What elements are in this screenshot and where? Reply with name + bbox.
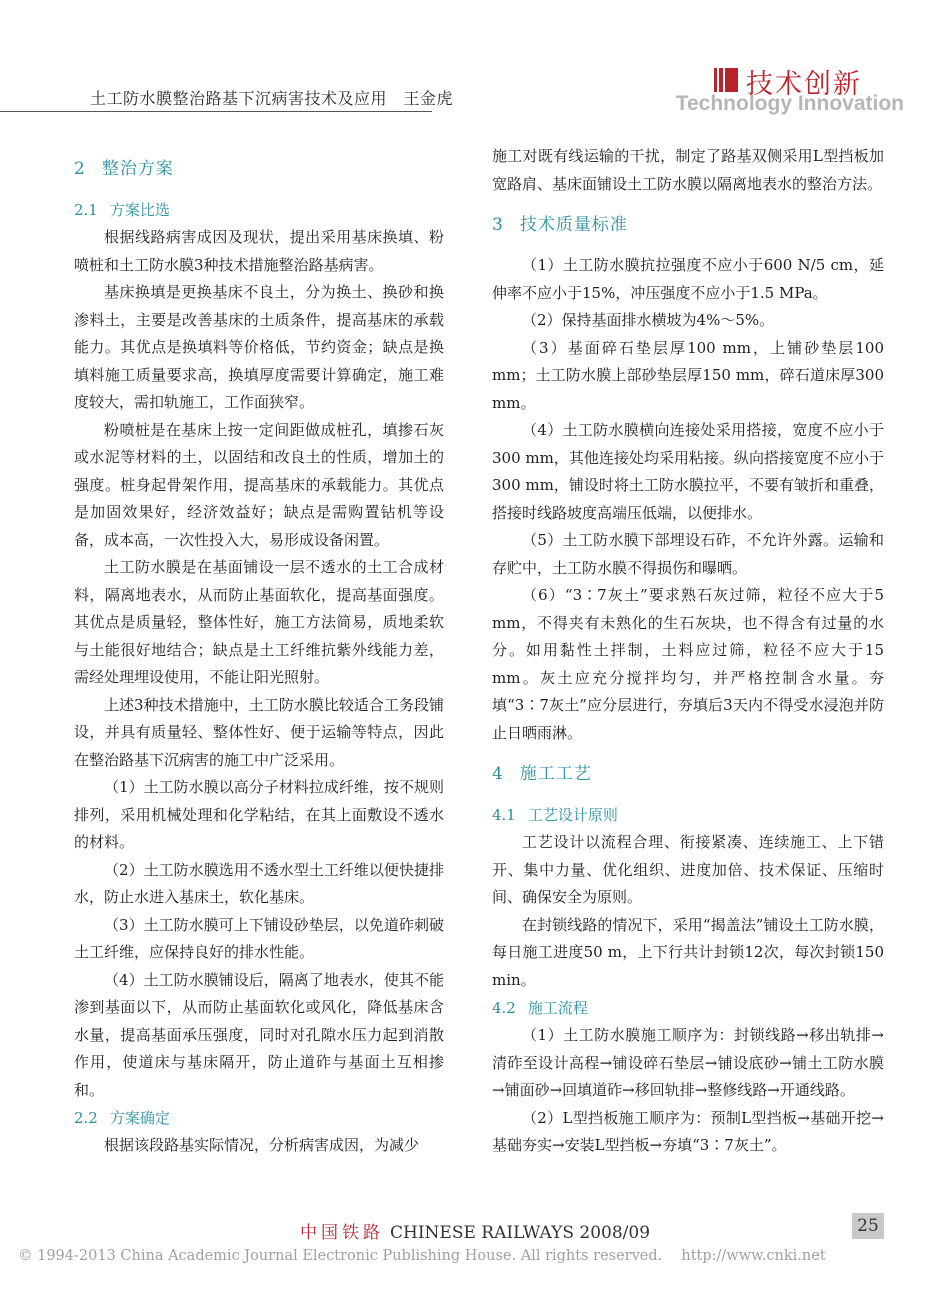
copyright-notice: © 1994-2013 China Academic Journal Electronic Publishing House. All rights reserved. http://www.cnki.net (18, 1248, 826, 1264)
section-brand (664, 62, 904, 122)
paragraph: 在封锁线路的情况下，采用“揭盖法”铺设土工防水膜，每日施工进度50 m，上下行共计封锁12次，每次封锁150 min。 (492, 915, 884, 989)
section-heading-2: 2 整治方案 (74, 159, 174, 179)
paragraph: 土工防水膜是在基面铺设一层不透水的土工合成材料，隔离地表水，从而防止基面软化，提高基面强度。其优点是质量轻，整体性好，施工方法简易，质地柔软与土能很好地结合；缺点是土工纤维抗紫外线能力差，需经处理埋设使用，不能让阳光照射。 (74, 558, 444, 686)
paragraph: 根据线路病害成因及现状，提出采用基床换填、粉喷桩和土工防水膜3种技术措施整治路基病害。 (74, 228, 444, 274)
list-item: （1）土工防水膜施工顺序为：封锁线路→移出轨排→清砟至设计高程→铺设碎石垫层→铺设底砂→铺土工防水膜→铺面砂→回填道砟→移回轨排→整修线路→开通线路。 (492, 1026, 884, 1099)
journal-name-cn: 中国铁路 (300, 1223, 384, 1243)
paragraph: 根据该段路基实际情况，分析病害成因，为减少 (104, 1136, 420, 1154)
subsection-heading-4-2: 4.2 施工流程 (492, 999, 588, 1017)
subsection-heading-4-1: 4.1 工艺设计原则 (492, 806, 618, 824)
list-item: （1）土工防水膜抗拉强度不应小于600 N/5 cm，延伸率不应小于15%，冲压强度不应小于1.5 MPa。 (492, 256, 884, 302)
list-item: （2）土工防水膜选用不透水型土工纤维以便快捷排水，防止水进入基床土，软化基床。 (74, 860, 444, 906)
list-item: （6）“3∶7灰土”要求熟石灰过筛，粒径不应大于5 mm，不得夹有未熟化的生石灰块，也不得含有过量的水分。如用黏性土拌制，土料应过筛，粒径不应大于15 mm。灰土应充分搅拌均匀，并严格控制含水量。夯填“3∶7灰土”应分层进行，夯填后3天内不得受水浸泡并防止日晒雨淋。 (492, 586, 884, 742)
brand-bars-icon (714, 68, 738, 92)
list-item: （2）L型挡板施工顺序为：预制L型挡板→基础开挖→基础夯实→安装L型挡板→夯填“3∶7灰土”。 (492, 1108, 884, 1154)
list-item: （3）土工防水膜可上下铺设砂垫层，以免道砟刺破土工纤维，应保持良好的排水性能。 (74, 915, 444, 961)
list-item: （5）土工防水膜下部埋设石砟，不允许外露。运输和存贮中，土工防水膜不得损伤和曝晒。 (492, 531, 884, 577)
header-rule (0, 111, 432, 112)
brand-english-label: Technology Innovation (675, 92, 904, 115)
subsection-heading-2-2: 2.2 方案确定 (74, 1109, 170, 1127)
running-header-title: 土工防水膜整治路基下沉病害技术及应用 王金虎 (90, 89, 454, 108)
list-item: （1）土工防水膜以高分子材料拉成纤维，按不规则排列，采用机械处理和化学粘结，在其上面敷设不透水的材料。 (74, 778, 444, 851)
paragraph: 上述3种技术措施中，土工防水膜比较适合工务段铺设，并具有质量轻、整体性好、便于运输等特点，因此在整治路基下沉病害的施工中广泛采用。 (74, 695, 444, 769)
brand-chinese-label: 技术创新 (746, 69, 862, 100)
subsection-heading-2-1: 2.1 方案比选 (74, 201, 170, 219)
section-heading-4: 4 施工工艺 (492, 764, 592, 784)
journal-footer (300, 1218, 650, 1243)
page-number: 25 (852, 1213, 884, 1239)
paragraph: 基床换填是更换基床不良土，分为换土、换砂和换渗料土，主要是改善基床的土质条件，提高基床的承载能力。其优点是换填料等价格低，节约资金；缺点是换填料施工质量要求高，换填厚度需要计算确定，施工难度较大，需扣轨施工，工作面狭窄。 (74, 283, 444, 411)
paragraph: 工艺设计以流程合理、衔接紧凑、连续施工、上下错开、集中力量、优化组织、进度加倍、技术保证、压缩时间、确保安全为原则。 (492, 833, 884, 906)
list-item: （3）基面碎石垫层厚100 mm，上铺砂垫层100 mm；土工防水膜上部砂垫层厚150 mm，碎石道床厚300 mm。 (492, 338, 884, 412)
paragraph: 粉喷桩是在基床上按一定间距做成桩孔，填掺石灰或水泥等材料的土，以固结和改良土的性质，增加土的强度。桩身起骨架作用，提高基床的承载能力。其优点是加固效果好，经济效益好；缺点是需购置钻机等设备，成本高，一次性投入大，易形成设备闲置。 (74, 420, 444, 549)
section-heading-3: 3 技术质量标准 (492, 215, 628, 235)
list-item: （4）土工防水膜铺设后，隔离了地表水，使其不能渗到基面以下，从而防止基面软化或风化，降低基床含水量，提高基面承压强度，同时对孔隙水压力起到消散作用，使道床与基床隔开，防止道砟与基面土互相掺和。 (74, 970, 444, 1099)
left-column (74, 142, 444, 1160)
list-item: （4）土工防水膜横向连接处采用搭接，宽度不应小于300 mm，其他连接处均采用粘接。纵向搭接宽度不应小于300 mm，铺设时将土工防水膜拉平，不要有皱折和重叠，搭接时线路坡度高端压低端，以便排水。 (492, 421, 884, 522)
right-column (492, 143, 884, 1160)
paragraph-continuation: 施工对既有线运输的干扰，制定了路基双侧采用L型挡板加宽路肩、基床面铺设土工防水膜以隔离地表水的整治方法。 (492, 147, 884, 193)
journal-name-en: CHINESE RAILWAYS 2008/09 (390, 1223, 651, 1243)
list-item: （2）保持基面排水横坡为4%～5%。 (522, 311, 775, 329)
